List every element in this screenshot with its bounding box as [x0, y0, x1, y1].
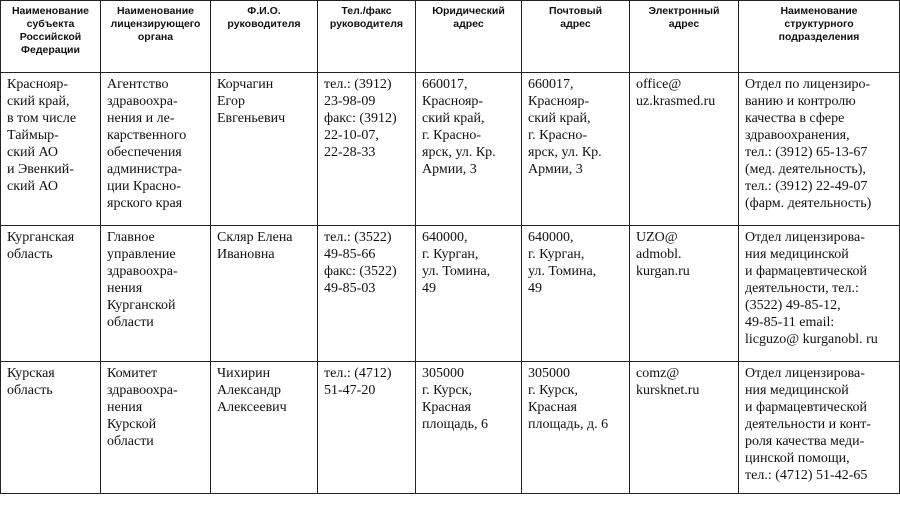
- cell-legal-address: 640000, г. Курган, ул. Томина, 49: [416, 226, 522, 362]
- cell-head-name: Корчагин Егор Евгеньевич: [211, 73, 318, 226]
- table-row: [1, 73, 900, 226]
- cell-division: Отдел по лицензиро- ванию и контролю качества в сфере здравоохранения, тел.: (3912) 65-13-67 (мед. деятельность), тел.: (3912) 22-49-07 (фарм. деятельность): [739, 73, 900, 226]
- cell-phone: тел.: (3912) 23-98-09 факс: (3912) 22-10-07, 22-28-33: [318, 73, 416, 226]
- table-row: [1, 226, 900, 362]
- cell-head-name: Скляр Елена Ивановна: [211, 226, 318, 362]
- header-postal-address: Почтовый адрес: [522, 1, 630, 73]
- cell-legal-address: 305000 г. Курск, Красная площадь, 6: [416, 362, 522, 494]
- cell-organ: Агентство здравоохра- нения и ле- карственного обеспечения администра- ции Красно- ярского края: [101, 73, 211, 226]
- cell-email: office@ uz.krasmed.ru: [630, 73, 739, 226]
- cell-subject: Курганская область: [1, 226, 101, 362]
- header-head-name: Ф.И.О. руководителя: [211, 1, 318, 73]
- cell-organ: Главное управление здравоохра- нения Курганской области: [101, 226, 211, 362]
- cell-subject: Краснояр- ский край, в том числе Таймыр- ский АО и Эвенкий- ский АО: [1, 73, 101, 226]
- cell-phone: тел.: (4712) 51-47-20: [318, 362, 416, 494]
- cell-organ: Комитет здравоохра- нения Курской области: [101, 362, 211, 494]
- header-email: Электронный адрес: [630, 1, 739, 73]
- cell-division: Отдел лицензирова- ния медицинской и фармацевтической деятельности, тел.: (3522) 49-85-12, 49-85-11 email: licguzo@ kurganobl. ru: [739, 226, 900, 362]
- header-subject: Наименование субъекта Российской Федерации: [1, 1, 101, 73]
- header-legal-address: Юридический адрес: [416, 1, 522, 73]
- header-division: Наименование структурного подразделения: [739, 1, 900, 73]
- cell-email: comz@ kursknet.ru: [630, 362, 739, 494]
- cell-email: UZO@ admobl. kurgan.ru: [630, 226, 739, 362]
- cell-division: Отдел лицензирова- ния медицинской и фармацевтической деятельности и конт- роля качества меди- цинской помощи, тел.: (4712) 51-42-65: [739, 362, 900, 494]
- cell-postal-address: 640000, г. Курган, ул. Томина, 49: [522, 226, 630, 362]
- header-row: [1, 1, 900, 73]
- table-row: [1, 362, 900, 494]
- cell-legal-address: 660017, Краснояр- ский край, г. Красно- ярск, ул. Кр. Армии, 3: [416, 73, 522, 226]
- header-phone: Тел./факс руководителя: [318, 1, 416, 73]
- cell-phone: тел.: (3522) 49-85-66 факс: (3522) 49-85-03: [318, 226, 416, 362]
- cell-postal-address: 660017, Краснояр- ский край, г. Красно- ярск, ул. Кр. Армии, 3: [522, 73, 630, 226]
- cell-head-name: Чихирин Александр Алексеевич: [211, 362, 318, 494]
- header-organ: Наименование лицензирующего органа: [101, 1, 211, 73]
- cell-subject: Курская область: [1, 362, 101, 494]
- cell-postal-address: 305000 г. Курск, Красная площадь, д. 6: [522, 362, 630, 494]
